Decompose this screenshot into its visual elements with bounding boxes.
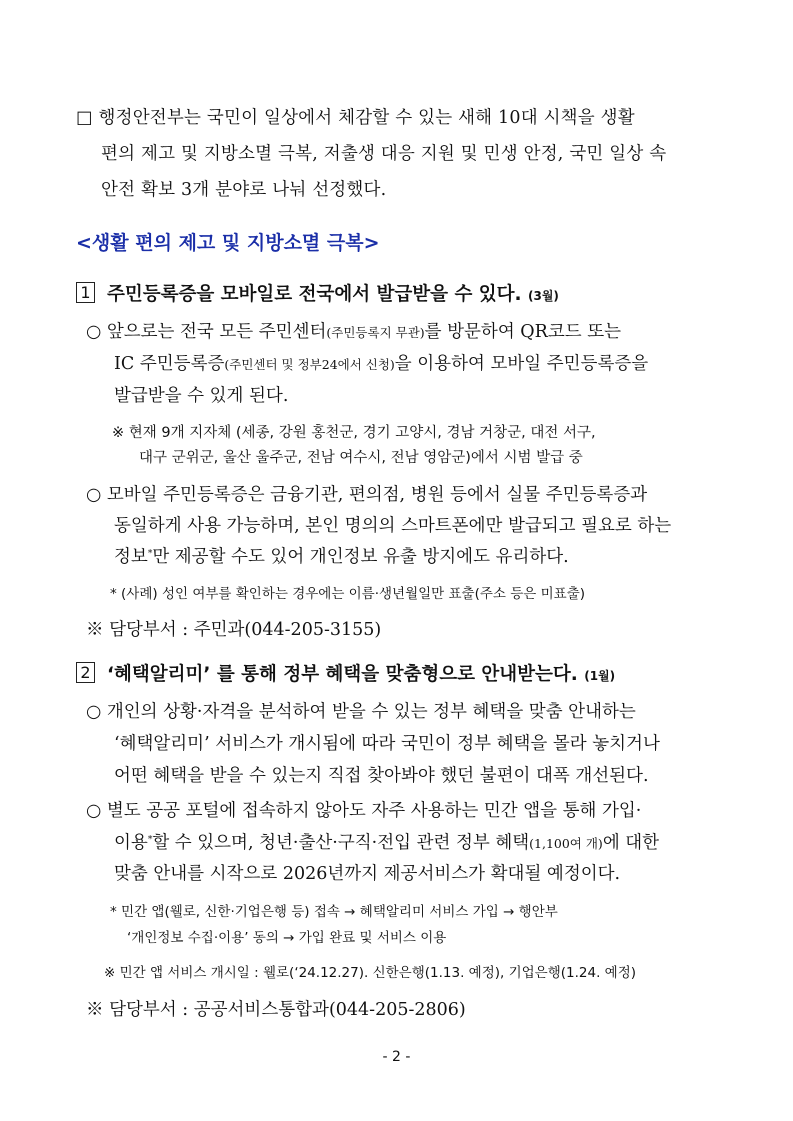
- item-2-title-text: ‘혜택알리미’ 를 통해 정부 혜택을 맞춤형으로 안내받는다.: [107, 664, 578, 685]
- text-span: 이용: [114, 833, 148, 853]
- item-1-when: (3월): [527, 289, 559, 303]
- item-1-para-1-line-2: [114, 350, 648, 375]
- item-1-note-line-1: ※ 현재 9개 지자체 (세종, 강원 홍천군, 경기 고양시, 경남 거창군, 대전 서구,: [112, 425, 596, 441]
- item-1-title-text: 주민등록증을 모바일로 전국에서 발급받을 수 있다.: [107, 284, 522, 305]
- section-heading: <생활 편의 제고 및 지방소멸 극복>: [76, 232, 380, 254]
- text-span: 정보: [114, 547, 148, 567]
- text-span: 할 수 있으며, 청년·출산·구직·전입 관련 정부 혜택: [152, 833, 530, 853]
- item-1-para-2-line-1: ○ 모바일 주민등록증은 금융기관, 편의점, 병원 등에서 실물 주민등록증과: [86, 485, 648, 505]
- intro-line-1: □ 행정안전부는 국민이 일상에서 체감할 수 있는 새해 10대 시책을 생활: [76, 108, 635, 128]
- item-2-number-box: 2: [76, 662, 95, 683]
- item-2-when: (1월): [584, 669, 616, 683]
- item-2-title: [76, 660, 615, 686]
- item-1-footnote: * (사례) 성인 여부를 확인하는 경우에는 이름·생년월일만 표출(주소 등은 미표출): [110, 586, 586, 602]
- item-2-para-1-line-1: ○ 개인의 상황·자격을 분석하여 받을 수 있는 정부 혜택을 맞춤 안내하는: [86, 702, 636, 722]
- text-span: 를 방문하여 QR코드 또는: [424, 322, 622, 342]
- item-2-para-2-line-1: ○ 별도 공공 포털에 접속하지 않아도 자주 사용하는 민간 앱을 통해 가입·: [86, 801, 642, 821]
- item-1-contact: ※ 담당부서 : 주민과(044-205-3155): [86, 620, 382, 640]
- item-2-para-2-line-3: 맞춤 안내를 시작으로 2026년까지 제공서비스가 확대될 예정이다.: [114, 864, 621, 884]
- text-span: 을 이용하여 모바일 주민등록증을: [394, 354, 649, 374]
- text-span: 에 대한: [602, 833, 660, 853]
- item-1-para-2-line-3: [114, 543, 569, 568]
- text-span: IC 주민등록증: [114, 354, 225, 374]
- item-2-para-2-line-2: [114, 829, 659, 854]
- item-1-note-line-2: 대구 군위군, 울산 울주군, 전남 여수시, 전남 영암군)에서 시범 발급 중: [139, 450, 583, 466]
- item-2-para-1-line-3: 어떤 혜택을 받을 수 있는지 직접 찾아봐야 했던 불편이 대폭 개선된다.: [114, 766, 649, 786]
- page-number: - 2 -: [382, 1049, 411, 1065]
- item-2-footnote-line-1: * 민간 앱(웰로, 신한·기업은행 등) 접속 → 혜택알리미 서비스 가입 → 행안부: [110, 904, 558, 920]
- item-1-title: [76, 280, 559, 306]
- item-1-para-1-line-1: [86, 318, 621, 343]
- intro-line-2: 편의 제고 및 지방소멸 극복, 저출생 대응 지원 및 민생 안정, 국민 일상 속: [101, 144, 667, 164]
- item-2-footnote-line-2: ‘개인정보 수집·이용’ 동의 → 가입 완료 및 서비스 이용: [127, 930, 447, 946]
- item-2-contact: ※ 담당부서 : 공공서비스통합과(044-205-2806): [86, 1000, 466, 1020]
- text-span: ○ 앞으로는 전국 모든 주민센터: [86, 322, 327, 342]
- item-1-para-2-line-2: 동일하게 사용 가능하며, 본인 명의의 스마트폰에만 발급되고 필요로 하는: [114, 516, 672, 536]
- text-span-small: (1,100여 개): [529, 836, 603, 851]
- footnote-marker: *: [147, 835, 153, 845]
- item-2-note: ※ 민간 앱 서비스 개시일 : 웰로(‘24.12.27). 신한은행(1.13. 예정), 기업은행(1.24. 예정): [104, 965, 637, 981]
- item-2-para-1-line-2: ‘혜택알리미’ 서비스가 개시됨에 따라 국민이 정부 혜택을 몰라 놓치거나: [114, 734, 660, 754]
- footnote-marker: *: [147, 549, 153, 559]
- item-1-para-1-line-3: 발급받을 수 있게 된다.: [114, 386, 289, 406]
- intro-line-3: 안전 확보 3개 분야로 나눠 선정했다.: [101, 180, 387, 200]
- text-span: 만 제공할 수도 있어 개인정보 유출 방지에도 유리하다.: [152, 547, 569, 567]
- item-1-number-box: 1: [76, 282, 95, 303]
- text-span-small: (주민등록지 무관): [326, 325, 425, 340]
- text-span-small: (주민센터 및 정부24에서 신청): [224, 357, 395, 372]
